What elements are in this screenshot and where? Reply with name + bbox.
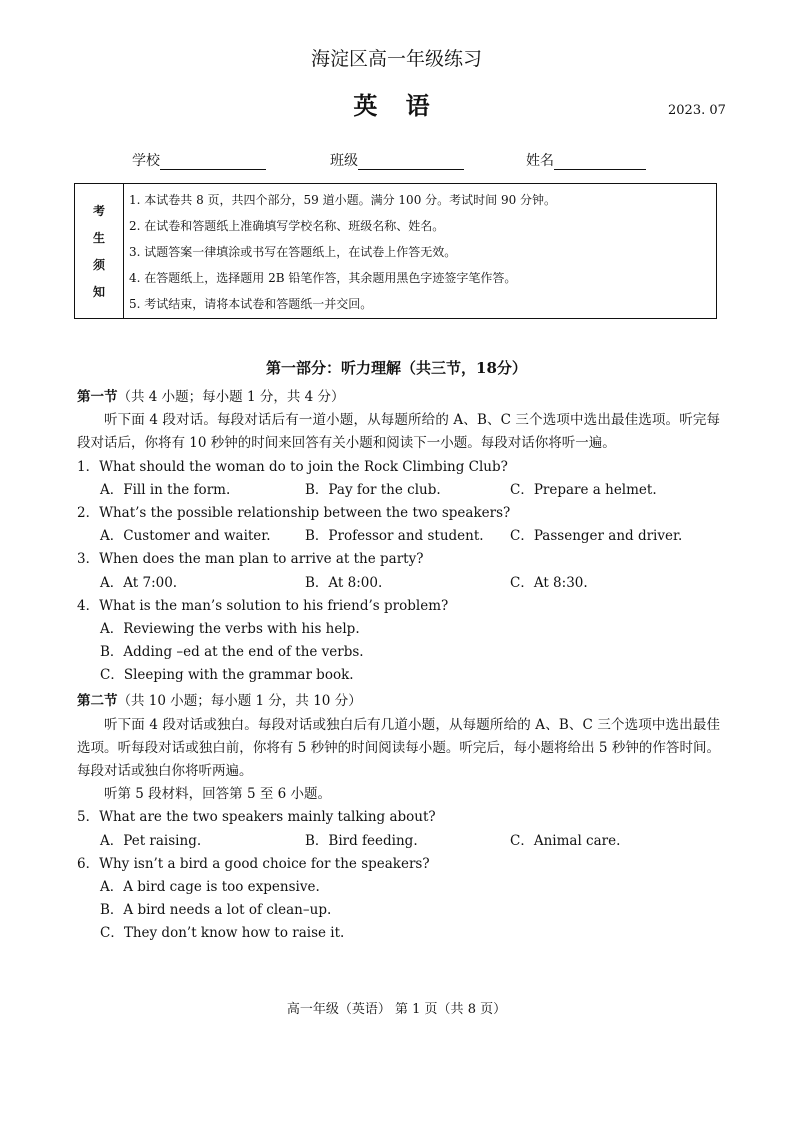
question-text: 2．What’s the possible relationship between the two speakers?	[77, 504, 511, 521]
class-blank[interactable]	[358, 154, 464, 170]
answer-option[interactable]: A．Pet raising.	[100, 832, 202, 849]
listening-content	[77, 386, 720, 946]
notice-item: 5. 考试结束，请将本试卷和答题纸一并交回。	[129, 296, 373, 311]
option-row	[77, 572, 720, 595]
answer-option[interactable]: A．Reviewing the verbs with his help.	[100, 620, 360, 637]
section1-instructions: 听下面 4 段对话。每段对话后有一道小题，从每题所给的 A、B、C 三个选项中选出最佳选项。听完每段对话后，你将有 10 秒钟的时间来回答有关小题和阅读下一小题。每段对话你将听一遍。	[77, 412, 720, 452]
answer-option[interactable]: B．Bird feeding.	[305, 832, 418, 849]
subject-title: 英 语	[353, 91, 440, 120]
section2-info: （共 10 小题；每小题 1 分，共 10 分）	[117, 693, 362, 710]
answer-option[interactable]: A．A bird cage is too expensive.	[100, 879, 320, 896]
answer-option[interactable]: B．Professor and student.	[305, 528, 484, 545]
answer-option[interactable]: C．Prepare a helmet.	[510, 481, 657, 498]
notice-heading-char: 须	[92, 258, 105, 272]
name-blank[interactable]	[554, 154, 646, 170]
exam-notice-box	[74, 183, 717, 319]
notice-heading	[75, 184, 124, 318]
section2-header	[77, 690, 720, 713]
notice-items	[124, 184, 716, 318]
answer-option[interactable]: A．Customer and waiter.	[100, 528, 271, 545]
notice-item: 2. 在试卷和答题纸上准确填写学校名称、班级名称、姓名。	[129, 218, 445, 233]
answer-option[interactable]: B．A bird needs a lot of clean–up.	[100, 902, 332, 919]
answer-option[interactable]: C．At 8:30.	[510, 574, 588, 591]
school-field[interactable]	[132, 150, 266, 170]
class-field[interactable]	[330, 150, 464, 170]
question-text: 1．What should the woman do to join the Rock Climbing Club?	[77, 458, 508, 475]
question-text: 6．Why isn’t a bird a good choice for the speakers?	[77, 855, 430, 872]
exam-title: 海淀区高一年级练习	[310, 48, 482, 70]
material-note: 听第 5 段材料，回答第 5 至 6 小题。	[104, 786, 332, 803]
name-label: 姓名	[526, 153, 554, 169]
exam-date: 2023. 07	[668, 103, 726, 118]
section1-info: （共 4 小题；每小题 1 分，共 4 分）	[117, 389, 345, 405]
answer-option[interactable]: C．Animal care.	[510, 832, 621, 849]
notice-heading-char: 生	[92, 231, 105, 245]
name-field[interactable]	[526, 150, 646, 170]
question-text: 4．What is the man’s solution to his friend’s problem?	[77, 597, 449, 614]
questions-group-b	[77, 806, 720, 945]
option-row	[77, 525, 720, 548]
part1-title: 第一部分：听力理解（共三节，18分）	[266, 359, 527, 377]
notice-heading-char: 考	[92, 204, 105, 218]
option-row	[77, 479, 720, 502]
notice-item: 4. 在答题纸上，选择题用 2B 铅笔作答，其余题用黑色字迹签字笔作答。	[129, 270, 517, 285]
option-row	[77, 830, 720, 853]
school-label: 学校	[132, 153, 160, 169]
answer-option[interactable]: A．Fill in the form.	[100, 481, 231, 498]
notice-heading-char: 知	[92, 285, 105, 299]
answer-option[interactable]: B．Adding –ed at the end of the verbs.	[100, 644, 364, 661]
questions-group-a	[77, 456, 720, 688]
answer-option[interactable]: B．Pay for the club.	[305, 481, 441, 498]
page-footer: 高一年级（英语） 第 1 页（共 8 页）	[286, 1002, 507, 1017]
answer-option[interactable]: C．They don’t know how to raise it.	[100, 925, 345, 942]
section2-label: 第二节	[77, 693, 118, 710]
answer-option[interactable]: B．At 8:00.	[305, 574, 383, 591]
section1-header	[77, 386, 720, 409]
class-label: 班级	[330, 153, 358, 169]
answer-option[interactable]: A．At 7:00.	[100, 574, 178, 591]
notice-item: 1. 本试卷共 8 页，共四个部分，59 道小题。满分 100 分。考试时间 90 分钟。	[129, 192, 557, 207]
notice-item: 3. 试题答案一律填涂或书写在答题纸上，在试卷上作答无效。	[129, 244, 457, 259]
answer-option[interactable]: C．Sleeping with the grammar book.	[100, 667, 354, 684]
question-text: 3．When does the man plan to arrive at the party?	[77, 551, 424, 568]
school-blank[interactable]	[160, 154, 266, 170]
answer-option[interactable]: C．Passenger and driver.	[510, 528, 683, 545]
section1-label: 第一节	[77, 389, 118, 405]
section2-instructions: 听下面 4 段对话或独白。每段对话或独白后有几道小题，从每题所给的 A、B、C 三个选项中选出最佳选项。听每段对话或独白前，你将有 5 秒钟的时间阅读每小题。听完后，每小题将给出 5 秒钟的作答时间。每段对话或独白你将听两遍。	[77, 716, 720, 780]
question-text: 5．What are the two speakers mainly talking about?	[77, 809, 436, 826]
